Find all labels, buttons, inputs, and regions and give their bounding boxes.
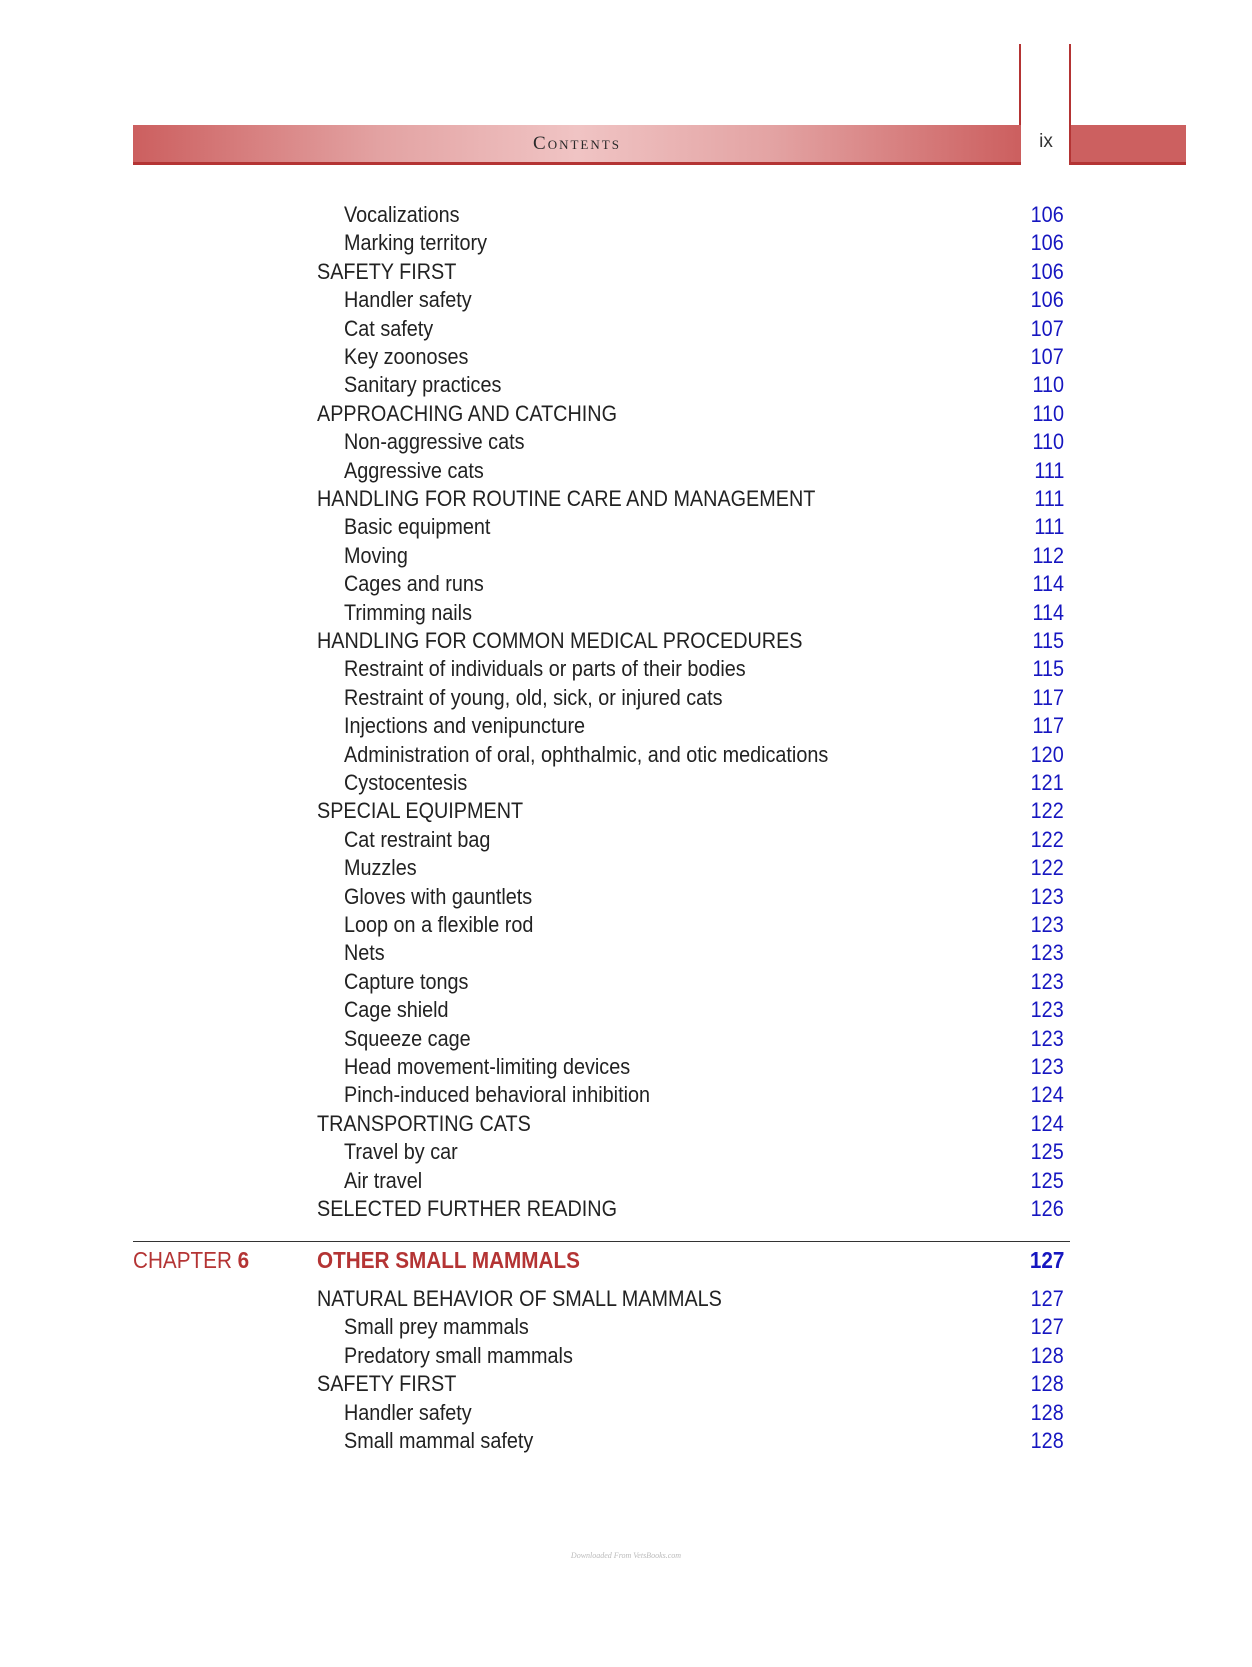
toc-page-link[interactable]: 125 (1030, 1139, 1064, 1165)
toc-page-link[interactable]: 124 (1030, 1082, 1064, 1108)
toc-entry-title: Aggressive cats (344, 457, 484, 483)
toc-entry-title: Restraint of individuals or parts of their bodies (344, 656, 746, 682)
toc-entry-title: Non-aggressive cats (344, 429, 525, 455)
toc-entry-title: Trimming nails (344, 599, 472, 625)
toc-entry-title: Squeeze cage (344, 1025, 471, 1051)
toc-page-link[interactable]: 127 (1030, 1314, 1064, 1340)
toc-entry[interactable] (0, 741, 1252, 769)
toc-entry[interactable] (0, 1053, 1252, 1081)
toc-page-link[interactable]: 123 (1030, 883, 1064, 909)
toc-entry[interactable] (0, 883, 1252, 911)
toc-page-link[interactable]: 111 (1033, 486, 1064, 511)
toc-entry[interactable] (0, 400, 1252, 428)
toc-entry[interactable] (0, 712, 1252, 740)
toc-entry[interactable] (0, 258, 1252, 286)
toc-entry[interactable] (0, 1138, 1252, 1166)
toc-entry-title: SAFETY FIRST (317, 258, 457, 284)
toc-entry[interactable] (0, 1399, 1252, 1427)
toc-entry-title: Predatory small mammals (344, 1342, 573, 1368)
toc-entry-title: SAFETY FIRST (317, 1371, 457, 1397)
footer-watermark: Downloaded From VetsBooks.com (570, 1551, 682, 1560)
toc-entry-title: Cystocentesis (344, 770, 468, 795)
toc-page-link[interactable]: 112 (1032, 542, 1064, 568)
toc-entry[interactable] (0, 769, 1252, 797)
toc-entry-title: Small prey mammals (344, 1314, 529, 1340)
header-band-right (1071, 125, 1186, 165)
toc-page-link[interactable]: 128 (1030, 1399, 1064, 1425)
toc-page-link[interactable]: 115 (1032, 628, 1064, 653)
toc-entry[interactable] (0, 1427, 1252, 1455)
toc-entry[interactable] (0, 854, 1252, 882)
toc-page-link[interactable]: 123 (1030, 997, 1064, 1023)
toc-entry[interactable] (0, 428, 1252, 456)
toc-page-link[interactable]: 121 (1030, 770, 1064, 795)
toc-entry-title: Muzzles (344, 855, 417, 881)
toc-entry-title: Moving (344, 542, 408, 568)
toc-page-link[interactable]: 125 (1030, 1167, 1064, 1193)
toc-page-link[interactable]: 122 (1030, 798, 1064, 824)
toc-page-link[interactable]: 128 (1030, 1342, 1064, 1368)
toc-entry[interactable] (0, 939, 1252, 967)
toc-entry[interactable] (0, 1167, 1252, 1195)
toc-entry-title: NATURAL BEHAVIOR OF SMALL MAMMALS (317, 1286, 722, 1311)
toc-entry[interactable] (0, 286, 1252, 314)
page-number: ix (1039, 131, 1053, 152)
toc-page-link[interactable]: 110 (1032, 429, 1064, 455)
toc-page-link[interactable]: 106 (1030, 202, 1064, 227)
toc-entry-title: TRANSPORTING CATS (317, 1110, 531, 1136)
toc-entry-title: Gloves with gauntlets (344, 883, 533, 909)
toc-page-link[interactable]: 117 (1032, 713, 1064, 739)
toc-page-link[interactable]: 117 (1032, 684, 1064, 710)
chapter-label: CHAPTER 6 (133, 1247, 250, 1273)
toc-page-link[interactable]: 127 (1030, 1286, 1064, 1311)
toc-page-link[interactable]: 128 (1030, 1371, 1064, 1397)
toc-entry[interactable] (0, 655, 1252, 683)
toc-page-link[interactable]: 107 (1030, 315, 1064, 341)
toc-entry[interactable] (0, 1081, 1252, 1109)
toc-entry[interactable] (0, 513, 1252, 541)
toc-entry-title: Basic equipment (344, 514, 491, 540)
toc-entry[interactable] (0, 1370, 1252, 1398)
toc-entry-title: HANDLING FOR COMMON MEDICAL PROCEDURES (317, 628, 803, 653)
toc-page-link[interactable]: 106 (1030, 230, 1064, 256)
chapter-page-link[interactable]: 127 (1029, 1247, 1064, 1273)
toc-entry[interactable] (0, 599, 1252, 627)
toc-entry[interactable] (0, 797, 1252, 825)
toc-page-link[interactable]: 110 (1032, 400, 1064, 426)
toc-entry-title: Cage shield (344, 997, 449, 1023)
toc-page-link[interactable]: 106 (1030, 287, 1064, 313)
toc-entry-title: SPECIAL EQUIPMENT (317, 798, 524, 824)
toc-entry[interactable] (0, 229, 1252, 257)
toc-entry[interactable] (0, 627, 1252, 655)
toc-entry[interactable] (0, 1110, 1252, 1138)
toc-entry-title: Key zoonoses (344, 344, 469, 369)
toc-entry[interactable] (0, 1342, 1252, 1370)
toc-entry-title: Capture tongs (344, 968, 469, 994)
toc-page-link[interactable]: 122 (1030, 855, 1064, 881)
toc-entry-title: Administration of oral, ophthalmic, and otic medications (344, 741, 829, 767)
toc-entry[interactable] (0, 1313, 1252, 1341)
toc-entry-title: Head movement-limiting devices (344, 1054, 631, 1079)
toc-page-link[interactable]: 111 (1033, 457, 1064, 483)
toc-page-link[interactable]: 114 (1032, 599, 1064, 625)
toc-entry[interactable] (0, 201, 1252, 229)
toc-entry[interactable] (0, 371, 1252, 399)
toc-entry-title: APPROACHING AND CATCHING (317, 400, 617, 426)
toc-page-link[interactable]: 122 (1030, 826, 1064, 852)
toc-page-link[interactable]: 124 (1030, 1110, 1064, 1136)
toc-entry[interactable] (0, 1195, 1252, 1223)
toc-entry-title: Cat safety (344, 315, 434, 341)
toc-entry[interactable] (0, 1025, 1252, 1053)
toc-entry-title: Travel by car (344, 1139, 458, 1165)
toc-entry-title: Pinch-induced behavioral inhibition (344, 1082, 651, 1108)
toc-page-link[interactable]: 123 (1030, 968, 1064, 994)
toc-entry-title: Small mammal safety (344, 1428, 534, 1453)
running-head-title: Contents (533, 133, 621, 154)
toc-page-link[interactable]: 115 (1032, 656, 1064, 682)
toc-page-link[interactable]: 128 (1030, 1428, 1064, 1453)
toc-entry[interactable] (0, 1285, 1252, 1313)
chapter-rule (133, 1241, 1070, 1242)
toc-entry-title: Cat restraint bag (344, 826, 491, 852)
toc-entry[interactable] (0, 911, 1252, 939)
toc-entry[interactable] (0, 826, 1252, 854)
toc-page-link[interactable]: 114 (1032, 571, 1064, 597)
toc-entry-title: Injections and venipuncture (344, 713, 586, 739)
toc-entry[interactable] (0, 343, 1252, 371)
toc-entry-title: SELECTED FURTHER READING (317, 1196, 617, 1221)
chapter-heading[interactable] (0, 1244, 1252, 1276)
toc-entry[interactable] (0, 570, 1252, 598)
toc-entry[interactable] (0, 457, 1252, 485)
toc-entry[interactable] (0, 542, 1252, 570)
toc-entry[interactable] (0, 485, 1252, 513)
toc-entry-title: HANDLING FOR ROUTINE CARE AND MANAGEMENT (317, 486, 816, 511)
toc-page-link[interactable]: 110 (1032, 372, 1064, 398)
toc-page-link[interactable]: 107 (1030, 344, 1064, 369)
toc-entry[interactable] (0, 684, 1252, 712)
toc-entry-title: Cages and runs (344, 571, 484, 597)
toc-page-link[interactable]: 123 (1030, 940, 1064, 966)
toc-page-link[interactable]: 106 (1030, 258, 1064, 284)
toc-page-link[interactable]: 123 (1030, 912, 1064, 937)
toc-page-link[interactable]: 123 (1030, 1025, 1064, 1051)
chapter-title: OTHER SMALL MAMMALS (317, 1247, 580, 1273)
toc-page-link[interactable]: 126 (1030, 1196, 1064, 1221)
toc-entry[interactable] (0, 968, 1252, 996)
toc-entry-title: Restraint of young, old, sick, or injured cats (344, 684, 723, 710)
toc-entry-title: Nets (344, 940, 385, 966)
toc-page-link[interactable]: 111 (1033, 514, 1064, 540)
toc-entry-title: Handler safety (344, 1399, 472, 1425)
toc-entry[interactable] (0, 315, 1252, 343)
toc-entry-title: Loop on a flexible rod (344, 912, 534, 937)
toc-entry-title: Vocalizations (344, 202, 460, 227)
toc-page-link[interactable]: 120 (1030, 741, 1064, 767)
toc-entry-title: Air travel (344, 1167, 423, 1193)
toc-entry[interactable] (0, 996, 1252, 1024)
toc-entry-title: Sanitary practices (344, 372, 502, 398)
toc-entry-title: Marking territory (344, 230, 488, 256)
toc-page-link[interactable]: 123 (1030, 1054, 1064, 1079)
toc-entry-title: Handler safety (344, 287, 472, 313)
